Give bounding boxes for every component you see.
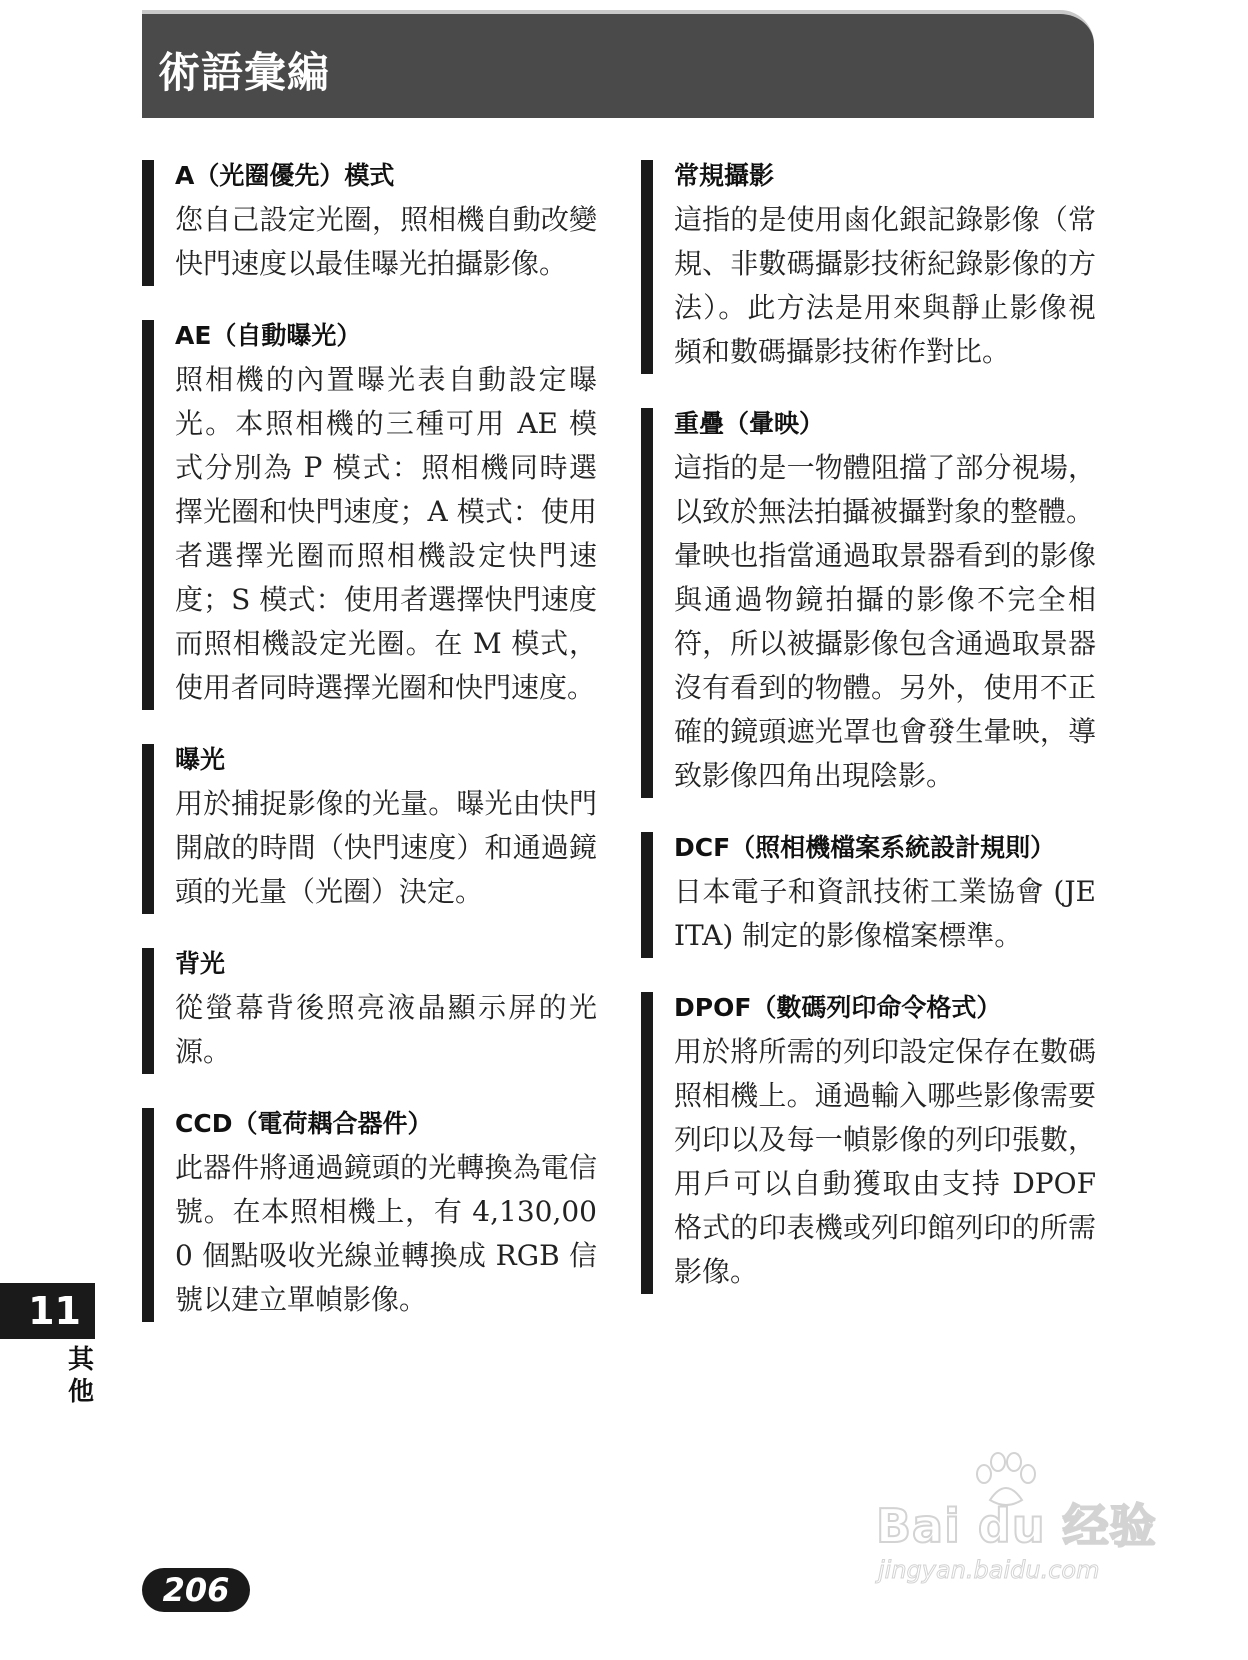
glossary-entry	[142, 1106, 597, 1322]
entry-definition: 照相機的內置曝光表自動設定曝光。本照相機的三種可用 AE 模式分別為 P 模式：照相機同時選擇光圈和快門速度；A 模式：使用者選擇光圈而照相機設定快門速度；S 模式：使用者選擇快門速度而照相機設定光圈。在 M 模式，使用者同時選擇光圈和快門速度。	[175, 363, 597, 704]
chapter-tab	[0, 1283, 95, 1339]
glossary-entry	[641, 406, 1096, 798]
glossary-entry	[641, 830, 1096, 958]
glossary-entry	[142, 158, 597, 286]
entry-term: 常規攝影	[674, 161, 775, 190]
page-number-badge	[142, 1568, 250, 1612]
entry-definition: 日本電子和資訊技術工業協會 (JEITA) 制定的影像檔案標準。	[674, 875, 1096, 952]
chapter-number: 11	[28, 1289, 81, 1333]
entry-definition: 用於將所需的列印設定保存在數碼照相機上。通過輸入哪些影像需要列印以及每一幀影像的列印張數，用戶可以自動獲取由支持 DPOF 格式的印表機或列印館列印的所需影像。	[674, 1035, 1096, 1288]
entry-term: CCD（電荷耦合器件）	[175, 1109, 433, 1138]
entry-term: DCF（照相機檔案系統設計規則）	[674, 833, 1056, 862]
left-column	[142, 158, 597, 1354]
entry-term: 背光	[175, 949, 226, 978]
entry-term: 曝光	[175, 745, 226, 774]
entry-bar	[641, 160, 653, 374]
entry-term: A（光圈優先）模式	[175, 161, 395, 190]
watermark-url: jingyan.baidu.com	[878, 1556, 1100, 1584]
page-number: 206	[162, 1571, 230, 1609]
entry-bar	[142, 744, 154, 914]
entry-definition: 您自己設定光圈，照相機自動改變快門速度以最佳曝光拍攝影像。	[175, 203, 597, 280]
glossary-entry	[142, 946, 597, 1074]
entry-bar	[142, 320, 154, 710]
chapter-label: 其他	[67, 1345, 94, 1407]
entry-term: DPOF（數碼列印命令格式）	[674, 993, 1002, 1022]
glossary-entry	[142, 742, 597, 914]
entry-bar	[142, 948, 154, 1074]
entry-definition-continued: 暈映也指當通過取景器看到的影像與通過物鏡拍攝的影像不完全相符，所以被攝影像包含通過取景器沒有看到的物體。另外，使用不正確的鏡頭遮光罩也會發生暈映，導致影像四角出現陰影。	[674, 539, 1096, 792]
entry-term: AE（自動曝光）	[175, 321, 362, 350]
page-title: 術語彙編	[158, 48, 331, 97]
glossary-entry	[641, 158, 1096, 374]
entry-bar	[641, 408, 653, 798]
entry-bar	[142, 160, 154, 286]
watermark-brand: Bai du 经验	[876, 1499, 1157, 1553]
entry-definition: 這指的是使用鹵化銀記錄影像（常規、非數碼攝影技術紀錄影像的方法）。此方法是用來與靜止影像視頻和數碼攝影技術作對比。	[674, 203, 1096, 368]
entry-bar	[142, 1108, 154, 1322]
entry-definition: 用於捕捉影像的光量。曝光由快門開啟的時間（快門速度）和通過鏡頭的光量（光圈）決定。	[175, 787, 597, 908]
page-header	[142, 10, 1094, 118]
entry-definition: 從螢幕背後照亮液晶顯示屏的光源。	[175, 991, 597, 1068]
entry-bar	[641, 992, 653, 1294]
baidu-watermark	[870, 1452, 1170, 1592]
glossary-entry	[142, 318, 597, 710]
entry-bar	[641, 832, 653, 958]
entry-definition: 此器件將通過鏡頭的光轉換為電信號。在本照相機上，有 4,130,000 個點吸收光線並轉換成 RGB 信號以建立單幀影像。	[175, 1151, 597, 1316]
glossary-entry	[641, 990, 1096, 1294]
entry-term: 重疊（暈映）	[674, 409, 825, 438]
right-column	[641, 158, 1096, 1326]
entry-definition: 這指的是一物體阻擋了部分視場，以致於無法拍攝被攝對象的整體。	[674, 451, 1096, 528]
